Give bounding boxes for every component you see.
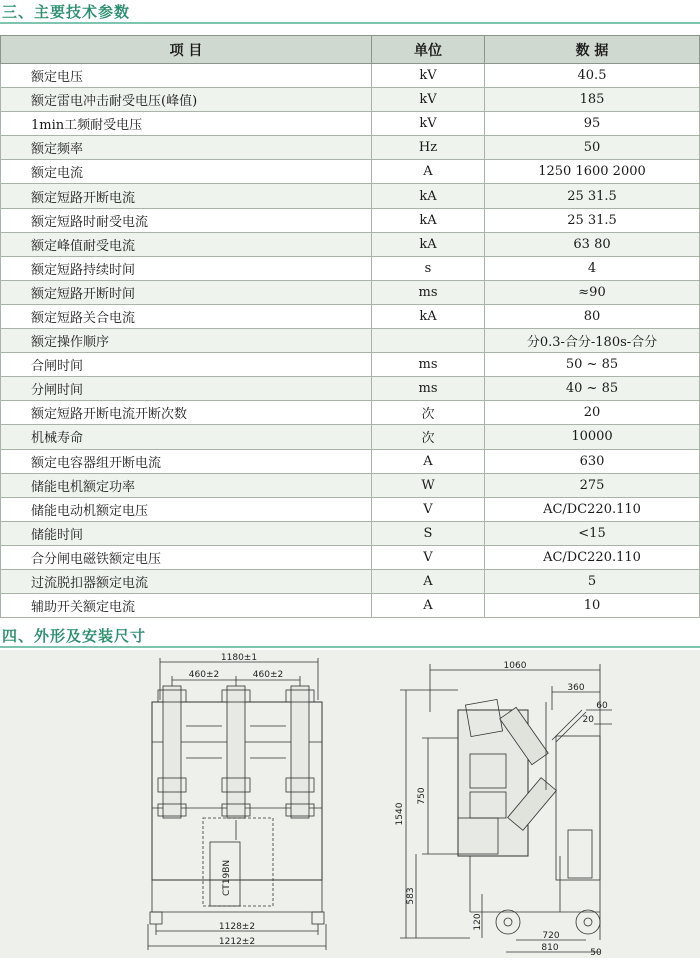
table-row bbox=[1, 594, 700, 618]
header-item: 项 目 bbox=[1, 36, 372, 64]
table-row bbox=[1, 256, 700, 280]
cell-value: 25 31.5 bbox=[485, 208, 700, 232]
cell-unit: W bbox=[372, 473, 485, 497]
outline-drawing-area bbox=[0, 650, 700, 958]
dim-pitch-left: 460±2 bbox=[188, 670, 220, 680]
section-3-title: 三、主要技术参数 bbox=[2, 3, 131, 21]
dim-wheel-track: 1128±2 bbox=[218, 922, 256, 932]
cell-item: 辅助开关额定电流 bbox=[1, 594, 372, 618]
cell-unit: kV bbox=[372, 112, 485, 136]
cell-value: 275 bbox=[485, 473, 700, 497]
cell-unit: V bbox=[372, 545, 485, 569]
cell-value: ≈90 bbox=[485, 280, 700, 304]
cell-unit bbox=[372, 329, 485, 353]
table-row bbox=[1, 497, 700, 521]
table-row bbox=[1, 569, 700, 593]
dim-750: 750 bbox=[417, 787, 427, 805]
table-row bbox=[1, 112, 700, 136]
dim-360: 360 bbox=[567, 683, 585, 693]
section-4-title: 四、外形及安装尺寸 bbox=[2, 627, 147, 645]
cell-value: 80 bbox=[485, 304, 700, 328]
table-row bbox=[1, 64, 700, 88]
table-row bbox=[1, 88, 700, 112]
cell-item: 额定电容器组开断电流 bbox=[1, 449, 372, 473]
table-row bbox=[1, 377, 700, 401]
dim-120: 120 bbox=[473, 913, 483, 931]
cell-unit: kA bbox=[372, 232, 485, 256]
dim-base-width: 1212±2 bbox=[218, 937, 256, 947]
cell-item: 分闸时间 bbox=[1, 377, 372, 401]
section-divider bbox=[0, 646, 700, 648]
side-view bbox=[400, 664, 612, 952]
cell-unit: 次 bbox=[372, 401, 485, 425]
cell-value: 185 bbox=[485, 88, 700, 112]
cell-value: 4 bbox=[485, 256, 700, 280]
cell-item: 额定频率 bbox=[1, 136, 372, 160]
table-row bbox=[1, 208, 700, 232]
section-3-heading bbox=[0, 0, 700, 24]
dimension-drawings bbox=[0, 650, 700, 958]
table-row bbox=[1, 184, 700, 208]
cell-item: 额定短路开断电流 bbox=[1, 184, 372, 208]
table-header-row bbox=[1, 36, 700, 64]
cell-unit: A bbox=[372, 569, 485, 593]
cell-value: 分0.3-合分-180s-合分 bbox=[485, 329, 700, 353]
front-view bbox=[148, 658, 326, 950]
mechanism-label: CT19BN bbox=[222, 859, 232, 896]
dim-height: 1540 bbox=[395, 802, 405, 826]
dim-pitch-right: 460±2 bbox=[252, 670, 284, 680]
cell-unit: kA bbox=[372, 304, 485, 328]
cell-value: 40.5 bbox=[485, 64, 700, 88]
cell-item: 额定短路关合电流 bbox=[1, 304, 372, 328]
table-row bbox=[1, 545, 700, 569]
cell-item: 额定雷电冲击耐受电压(峰值) bbox=[1, 88, 372, 112]
cell-item: 1min工频耐受电压 bbox=[1, 112, 372, 136]
cell-value: 25 31.5 bbox=[485, 184, 700, 208]
cell-unit: ms bbox=[372, 353, 485, 377]
header-unit: 单位 bbox=[372, 36, 485, 64]
dim-depth: 1060 bbox=[503, 661, 527, 671]
cell-item: 额定峰值耐受电流 bbox=[1, 232, 372, 256]
dim-total-width: 1180±1 bbox=[220, 653, 258, 663]
table-row bbox=[1, 160, 700, 184]
table-row bbox=[1, 232, 700, 256]
cell-value: AC/DC220.110 bbox=[485, 545, 700, 569]
cell-item: 额定操作顺序 bbox=[1, 329, 372, 353]
cell-value: 1250 1600 2000 bbox=[485, 160, 700, 184]
table-row bbox=[1, 521, 700, 545]
cell-item: 额定短路持续时间 bbox=[1, 256, 372, 280]
cell-unit: S bbox=[372, 521, 485, 545]
cell-unit: A bbox=[372, 594, 485, 618]
dim-20: 20 bbox=[582, 715, 594, 725]
cell-unit: s bbox=[372, 256, 485, 280]
cell-unit: A bbox=[372, 160, 485, 184]
cell-unit: A bbox=[372, 449, 485, 473]
cell-item: 额定电流 bbox=[1, 160, 372, 184]
cell-unit: ms bbox=[372, 377, 485, 401]
cell-value: 63 80 bbox=[485, 232, 700, 256]
cell-value: 95 bbox=[485, 112, 700, 136]
cell-item: 合分闸电磁铁额定电压 bbox=[1, 545, 372, 569]
cell-unit: Hz bbox=[372, 136, 485, 160]
cell-value: 630 bbox=[485, 449, 700, 473]
cell-item: 机械寿命 bbox=[1, 425, 372, 449]
table-row bbox=[1, 473, 700, 497]
cell-unit: 次 bbox=[372, 425, 485, 449]
cell-value: 20 bbox=[485, 401, 700, 425]
cell-item: 额定短路开断时间 bbox=[1, 280, 372, 304]
cell-item: 储能电机额定功率 bbox=[1, 473, 372, 497]
cell-value: 40 ~ 85 bbox=[485, 377, 700, 401]
cell-unit: kA bbox=[372, 208, 485, 232]
cell-item: 额定短路开断电流开断次数 bbox=[1, 401, 372, 425]
table-row bbox=[1, 401, 700, 425]
table-row bbox=[1, 329, 700, 353]
table-row bbox=[1, 280, 700, 304]
cell-item: 储能电动机额定电压 bbox=[1, 497, 372, 521]
cell-item: 额定电压 bbox=[1, 64, 372, 88]
tech-params-table bbox=[0, 35, 700, 618]
cell-unit: kA bbox=[372, 184, 485, 208]
table-row bbox=[1, 425, 700, 449]
table-row bbox=[1, 136, 700, 160]
table-row bbox=[1, 353, 700, 377]
dim-60: 60 bbox=[596, 701, 608, 711]
cell-value: AC/DC220.110 bbox=[485, 497, 700, 521]
dim-50: 50 bbox=[590, 948, 602, 958]
table-body bbox=[1, 64, 700, 618]
dim-583: 583 bbox=[406, 887, 416, 905]
cell-unit: ms bbox=[372, 280, 485, 304]
dim-720: 720 bbox=[542, 931, 560, 941]
cell-unit: kV bbox=[372, 64, 485, 88]
cell-item: 额定短路时耐受电流 bbox=[1, 208, 372, 232]
cell-value: <15 bbox=[485, 521, 700, 545]
table-row bbox=[1, 449, 700, 473]
section-4-heading bbox=[0, 624, 700, 648]
cell-value: 5 bbox=[485, 569, 700, 593]
cell-value: 50 bbox=[485, 136, 700, 160]
table-row bbox=[1, 304, 700, 328]
dim-810: 810 bbox=[541, 943, 559, 953]
header-value: 数 据 bbox=[485, 36, 700, 64]
cell-unit: V bbox=[372, 497, 485, 521]
cell-value: 50 ~ 85 bbox=[485, 353, 700, 377]
section-divider bbox=[0, 22, 700, 24]
cell-value: 10 bbox=[485, 594, 700, 618]
cell-item: 过流脱扣器额定电流 bbox=[1, 569, 372, 593]
cell-unit: kV bbox=[372, 88, 485, 112]
cell-item: 储能时间 bbox=[1, 521, 372, 545]
cell-item: 合闸时间 bbox=[1, 353, 372, 377]
cell-value: 10000 bbox=[485, 425, 700, 449]
